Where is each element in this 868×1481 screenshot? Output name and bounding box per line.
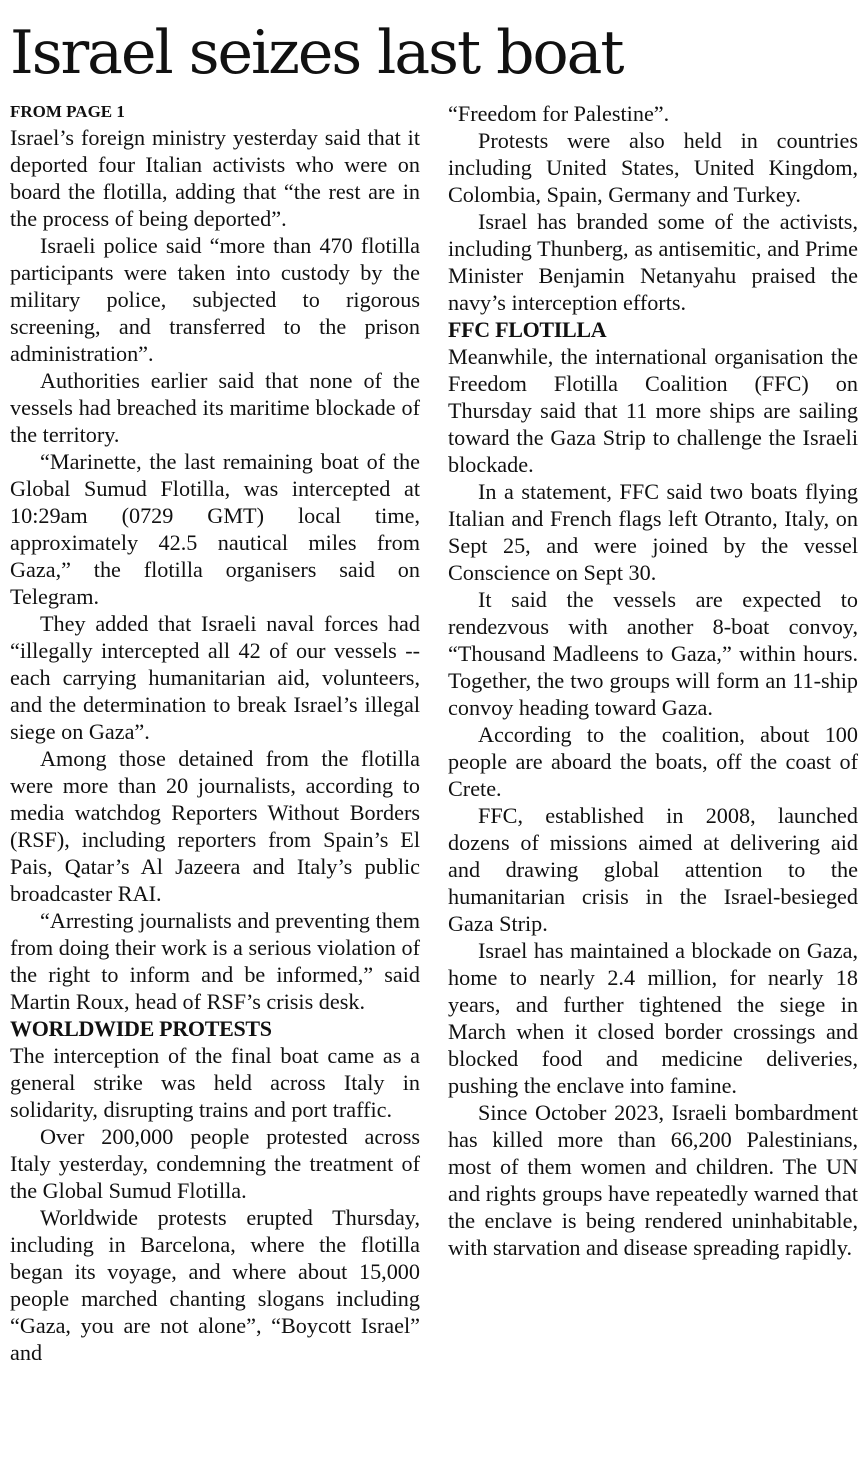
paragraph: Over 200,000 people protested across Italy yesterday, condemning the treatment of the Global Sumud Flotilla. (10, 1124, 420, 1203)
subhead-ffc-flotilla: FFC FLOTILLA (448, 317, 607, 342)
article-column-left (10, 100, 420, 1366)
paragraph: Among those detained from the flotilla were more than 20 journalists, according to media watchdog Reporters Without Borders (RSF), including reporters from Spain’s El Pais, Qatar’s Al Jazeera and Italy’s public broadcaster RAI. (10, 746, 420, 906)
article-column-right (448, 100, 858, 1261)
paragraph: Protests were also held in countries including United States, United Kingdom, Colombia, Spain, Germany and Turkey. (448, 128, 858, 207)
paragraph: Israel has branded some of the activists, including Thunberg, as antisemitic, and Prime Minister Benjamin Netanyahu praised the navy’s interception efforts. (448, 209, 858, 315)
paragraph: The interception of the final boat came as a general strike was held across Italy in solidarity, disrupting trains and port traffic. (10, 1043, 420, 1122)
paragraph: Worldwide protests erupted Thursday, including in Barcelona, where the flotilla began its voyage, and where about 15,000 people marched chanting slogans including “Gaza, you are not alone”, “Boycott Israel” and (10, 1205, 420, 1365)
paragraph: “Freedom for Palestine”. (448, 101, 670, 126)
paragraph: Israeli police said “more than 470 flotilla participants were taken into custody by the military police, subjected to rigorous screening, and transferred to the prison administration”. (10, 233, 420, 366)
subhead-worldwide-protests: WORLDWIDE PROTESTS (10, 1016, 272, 1041)
paragraph: “Arresting journalists and preventing them from doing their work is a serious violation of the right to inform and be informed,” said Martin Roux, head of RSF’s crisis desk. (10, 908, 420, 1014)
paragraph: In a statement, FFC said two boats flying Italian and French flags left Otranto, Italy, on Sept 25, and were joined by the vessel Conscience on Sept 30. (448, 479, 858, 585)
paragraph: It said the vessels are expected to rendezvous with another 8-boat convoy, “Thousand Madleens to Gaza,” within hours. Together, the two groups will form an 11-ship convoy heading toward Gaza. (448, 587, 858, 720)
paragraph: Authorities earlier said that none of the vessels had breached its maritime blockade of the territory. (10, 368, 420, 447)
headline: Israel seizes last boat (10, 18, 623, 88)
paragraph: FFC, established in 2008, launched dozens of missions aimed at delivering aid and drawing global attention to the humanitarian crisis in the Israel-besieged Gaza Strip. (448, 803, 858, 936)
paragraph: Meanwhile, the international organisation the Freedom Flotilla Coalition (FFC) on Thursday said that 11 more ships are sailing toward the Gaza Strip to challenge the Israeli blockade. (448, 344, 858, 477)
paragraph: They added that Israeli naval forces had “illegally intercepted all 42 of our vessels -- each carrying humanitarian aid, volunteers, and the determination to break Israel’s illegal siege on Gaza”. (10, 611, 420, 744)
paragraph: “Marinette, the last remaining boat of the Global Sumud Flotilla, was intercepted at 10:29am (0729 GMT) local time, approximately 42.5 nautical miles from Gaza,” the flotilla organisers said on Telegram. (10, 449, 420, 609)
paragraph: Since October 2023, Israeli bombardment has killed more than 66,200 Palestinians, most of them women and children. The UN and rights groups have repeatedly warned that the enclave is being rendered uninhabitable, with starvation and disease spreading rapidly. (448, 1100, 858, 1260)
paragraph: Israel has maintained a blockade on Gaza, home to nearly 2.4 million, for nearly 18 years, and further tightened the siege in March when it closed border crossings and blocked food and medicine deliveries, pushing the enclave into famine. (448, 938, 858, 1098)
paragraph: Israel’s foreign ministry yesterday said that it deported four Italian activists who were on board the flotilla, adding that “the rest are in the process of being deported”. (10, 125, 420, 231)
paragraph: According to the coalition, about 100 people are aboard the boats, off the coast of Crete. (448, 722, 858, 801)
kicker: FROM PAGE 1 (10, 102, 125, 121)
